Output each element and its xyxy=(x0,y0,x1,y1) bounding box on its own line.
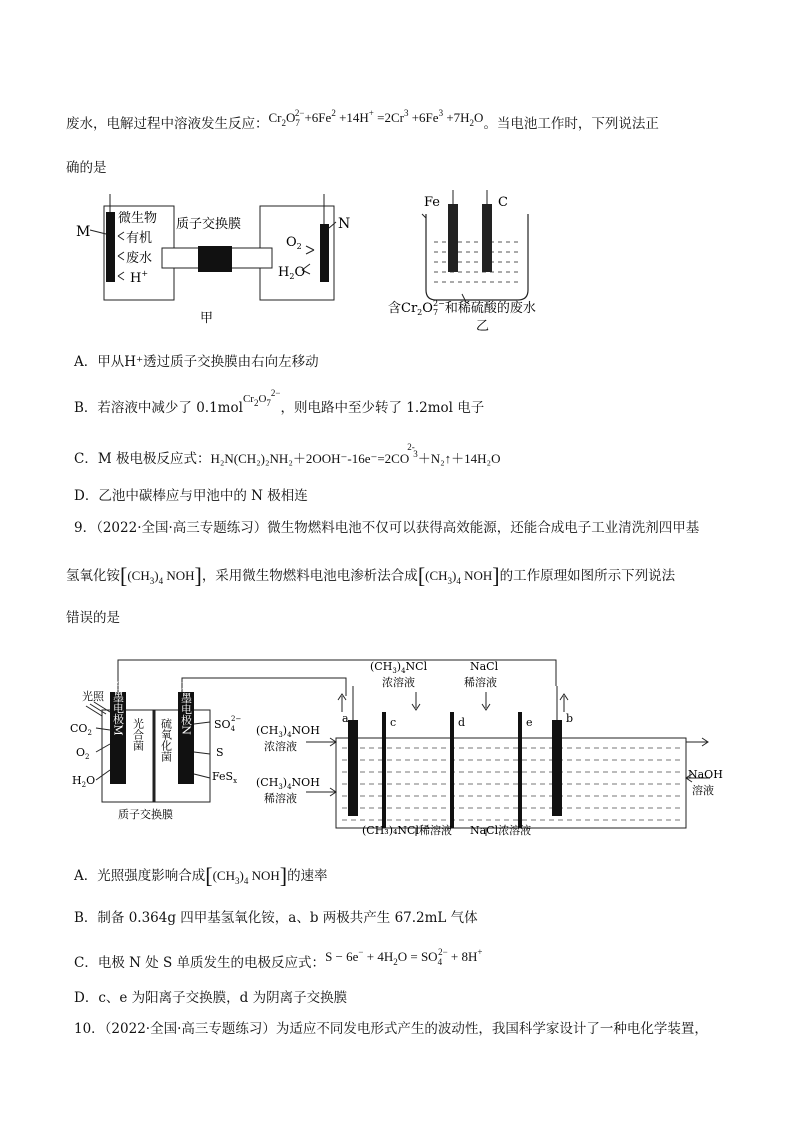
reaction-equation: $Cr_2O_7^{2-}+6Fe^2 +14H^+ =2Cr^3 +6Fe^3 +7H_2O$ xyxy=(268,108,484,128)
svg-text:H2O: $H_2O$ xyxy=(72,774,96,789)
svg-text:SO42−: $SO_42-$ xyxy=(214,715,242,733)
bottom-left-solution: (CH₃)₄NCl稀溶液 xyxy=(362,824,452,837)
label-b: b xyxy=(566,712,574,725)
compound-formula: [$(CH_3)_4$ NOH] xyxy=(120,563,202,588)
svg-text:S: S xyxy=(216,746,224,759)
q9-option-a: A．光照强度影响合成[$(CH_3)_4$ NOH]的速率 xyxy=(74,863,328,888)
bottom-right-solution: NaCl浓溶液 xyxy=(470,824,532,837)
label-c: c xyxy=(390,716,397,729)
photosynthetic-bacteria: 光合菌 xyxy=(131,718,145,751)
intro-line-1: 废水，电解过程中溶液发生反应：$Cr_2O_7^{2-}+6Fe^2 +14H^+ =2Cr^3 +6Fe^3 +7H_2O$。当电池工作时，下列说法正 xyxy=(66,108,659,132)
naoh-solution: NaOH xyxy=(688,768,723,781)
svg-text:浓溶液: 浓溶液 xyxy=(264,740,297,753)
proton-membrane-label: 质子交换膜 xyxy=(118,808,173,821)
top-left-solution: $(CH_3)_4NCl$ xyxy=(370,660,428,675)
beaker-caption: 含$Cr_2O_72-$和稀硫酸的废水 xyxy=(388,299,536,317)
q9-option-c: C．电极 N 处 S 单质发生的电极反应式：$S - 6e^- + 4H_2O = SO_4^{2-} + 8H^+$ xyxy=(74,947,483,971)
label-N: N xyxy=(338,216,351,232)
top-right-solution: NaCl xyxy=(470,660,499,673)
svg-text:有机: 有机 xyxy=(126,231,153,246)
svg-text:废水: 废水 xyxy=(126,251,153,266)
caption-jia: 甲 xyxy=(200,311,214,326)
caption-yi: 乙 xyxy=(476,319,490,334)
electrode-b xyxy=(552,720,562,816)
light-label: 光照 xyxy=(82,690,104,703)
graphite-N-label: 石墨电极N xyxy=(179,681,193,735)
q8-option-b: B．若溶液中减少了 0.1mol$^{Cr_2O_7^{2-}}$，则电路中至少转了 1.2mol 电子 xyxy=(74,388,485,416)
svg-text:溶液: 溶液 xyxy=(692,784,714,797)
sulfur-oxidizing-bacteria: 硫氧化菌 xyxy=(159,718,173,762)
q9-line-2: 氢氧化铵[$(CH_3)_4$ NOH]，采用微生物燃料电池电渗析法合成[$(CH_3)_4$ NOH]的工作原理如图所示下列说法 xyxy=(66,563,676,588)
graphite-M-label: 石墨电极M xyxy=(111,680,125,736)
q9-line-3: 错误的是 xyxy=(66,610,120,626)
proton-exchange-membrane xyxy=(198,246,232,272)
svg-text:稀溶液: 稀溶液 xyxy=(264,792,297,805)
q9-option-d: D．c、e 为阳离子交换膜，d 为阴离子交换膜 xyxy=(74,990,348,1006)
svg-text:O2: $O_2$ xyxy=(286,235,302,251)
svg-text:浓溶液: 浓溶液 xyxy=(382,676,415,689)
svg-text:FeSx: FeS$_x$ xyxy=(212,770,238,785)
left-top-solution: $(CH_3)_4NOH$ xyxy=(256,724,320,739)
electrode-N xyxy=(320,224,329,282)
svg-text:H+: H+ xyxy=(130,269,149,286)
q8-option-a: A．甲从H⁺透过质子交换膜由右向左移动 xyxy=(74,354,319,370)
fe-electrode xyxy=(448,204,458,272)
label-d: d xyxy=(458,716,466,729)
label-a: a xyxy=(342,712,349,725)
svg-text:CO2: $CO_2$ xyxy=(70,722,92,737)
electrode-M xyxy=(106,212,115,282)
electrode-a xyxy=(348,720,358,816)
svg-text:稀溶液: 稀溶液 xyxy=(464,676,497,689)
svg-text:O2: $O_2$ xyxy=(76,746,90,761)
label-e: e xyxy=(526,716,533,729)
electrodialysis-tank xyxy=(336,738,686,828)
membrane-label: 质子交换膜 xyxy=(176,217,242,232)
q8-option-d: D．乙池中碳棒应与甲池中的 N 极相连 xyxy=(74,488,308,504)
q9-line-1: 9．（2022·全国·高三专题练习）微生物燃料电池不仅可以获得高效能源，还能合成电子工业清洗剂四甲基 xyxy=(74,520,700,536)
c-electrode xyxy=(482,204,492,272)
figure-1-cell-diagram xyxy=(70,190,630,340)
label-C: C xyxy=(498,195,508,210)
label-Fe: Fe xyxy=(424,195,441,210)
svg-text:H2O: $H_2O$ xyxy=(278,265,306,281)
intro-line-2: 确的是 xyxy=(66,160,107,176)
left-bottom-solution: $(CH_3)_4NOH$ xyxy=(256,776,320,791)
q8-option-c: C．M 极电极反应式：H₂N(CH₂)₂NH₂＋2OOH⁻-16e⁻=2CO 2- $^3$＋N₂↑＋14H₂O xyxy=(74,442,501,467)
q9-option-b: B．制备 0.364g 四甲基氢氧化铵，a、b 两极共产生 67.2mL 气体 xyxy=(74,910,478,926)
q10-line-1: 10．（2022·全国·高三专题练习）为适应不同发电形式产生的波动性，我国科学家设计了一种电化学装置， xyxy=(74,1021,708,1037)
figure-2-electrodialysis-diagram xyxy=(66,656,756,840)
label-M: M xyxy=(76,224,91,240)
svg-text:微生物: 微生物 xyxy=(118,211,158,226)
